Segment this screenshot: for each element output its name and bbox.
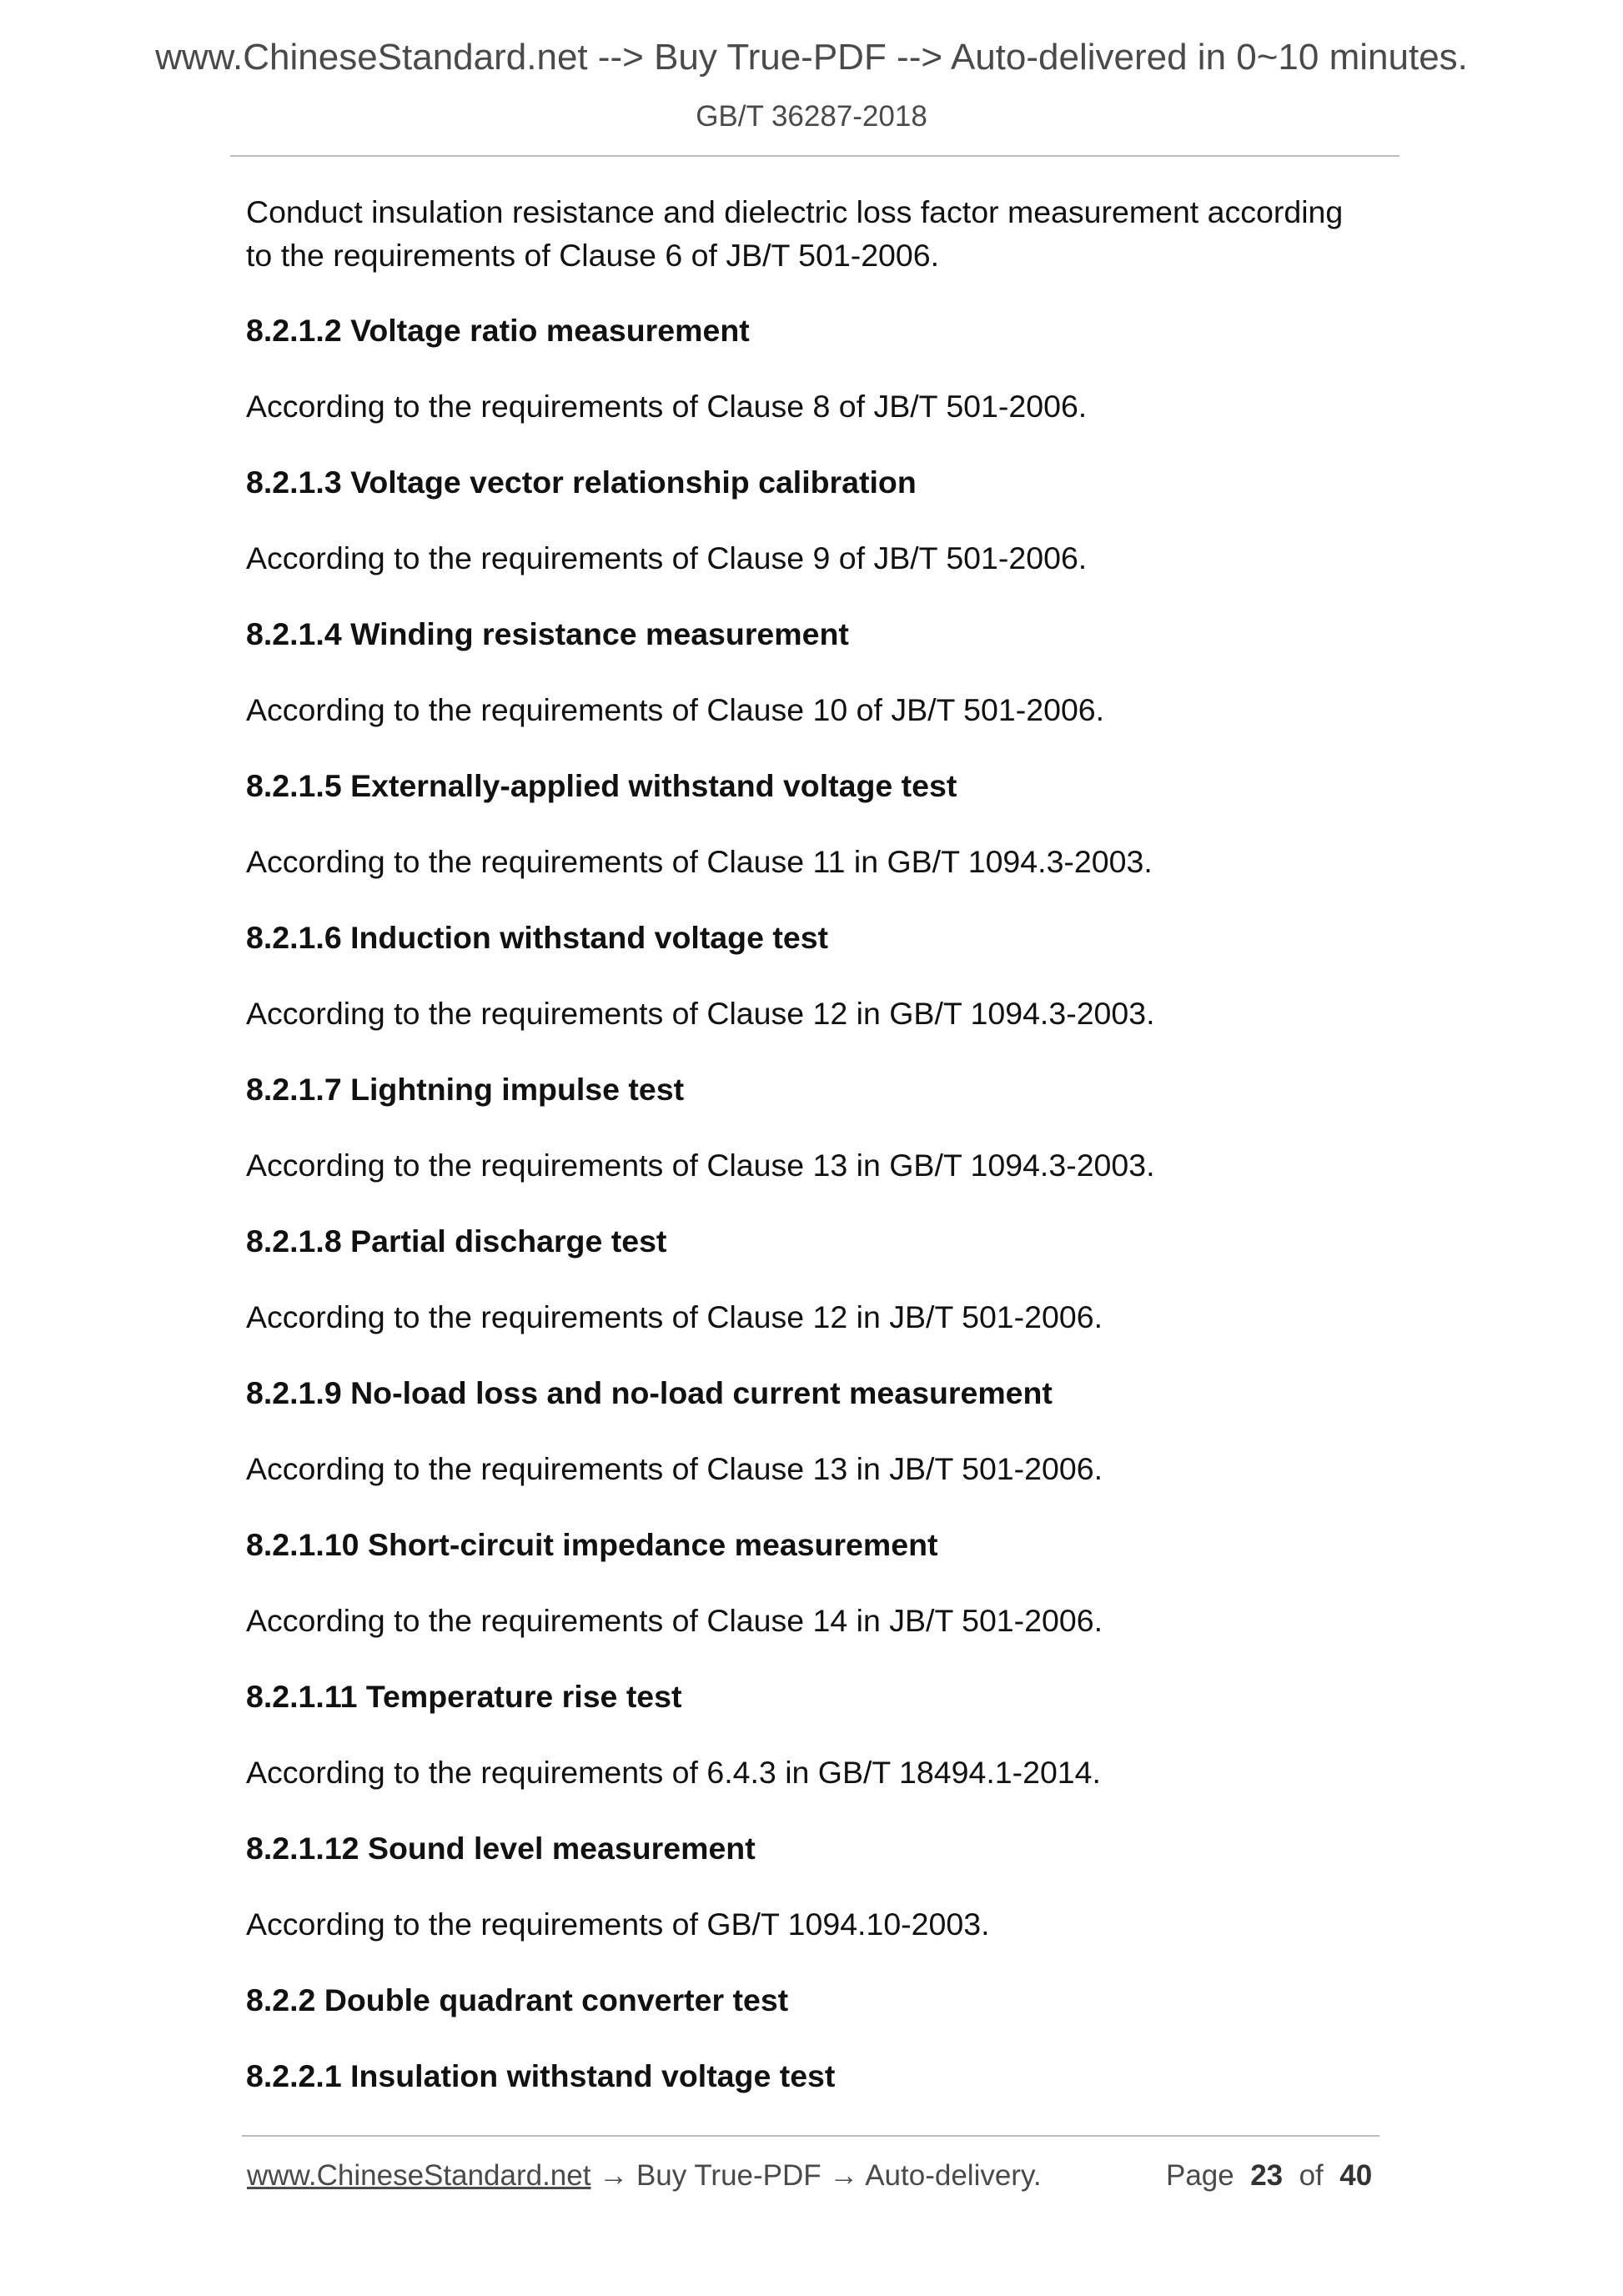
section-body-8-2-1-7: According to the requirements of Clause 13 in GB/T 1094.3-2003. <box>246 1148 1155 1183</box>
intro-paragraph-line-1: Conduct insulation resistance and dielectric loss factor measurement according <box>246 194 1344 229</box>
section-heading-8-2-1-9: 8.2.1.9 No-load loss and no-load current measurement <box>246 1375 1053 1410</box>
section-heading-8-2-1-11: 8.2.1.11 Temperature rise test <box>246 1679 682 1714</box>
section-body-8-2-1-12: According to the requirements of GB/T 1094.10-2003. <box>246 1907 990 1942</box>
section-heading-8-2-1-12: 8.2.1.12 Sound level measurement <box>246 1831 756 1866</box>
of-label: of <box>1299 2159 1324 2192</box>
section-heading-8-2-1-3: 8.2.1.3 Voltage vector relationship calibration <box>246 465 917 500</box>
section-body-8-2-1-2: According to the requirements of Clause 8 of JB/T 501-2006. <box>246 389 1088 424</box>
header-divider <box>230 155 1399 157</box>
section-body-8-2-1-3: According to the requirements of Clause 9 of JB/T 501-2006. <box>246 540 1088 575</box>
section-heading-8-2-1-2: 8.2.1.2 Voltage ratio measurement <box>246 313 750 348</box>
section-body-8-2-1-8: According to the requirements of Clause 12 in JB/T 501-2006. <box>246 1299 1103 1334</box>
section-heading-8-2-2: 8.2.2 Double quadrant converter test <box>246 1982 789 2017</box>
arrow-right-icon: → <box>829 2159 859 2192</box>
footer-promo <box>247 2155 1042 2197</box>
arrow-right-icon: → <box>599 2159 629 2192</box>
section-body-8-2-1-6: According to the requirements of Clause 12 in GB/T 1094.3-2003. <box>246 996 1155 1031</box>
page-indicator <box>1166 2155 1372 2197</box>
section-heading-8-2-1-5: 8.2.1.5 Externally-applied withstand voltage test <box>246 768 957 803</box>
footer-delivery-text: Auto-delivery. <box>865 2159 1042 2192</box>
intro-paragraph-line-2: to the requirements of Clause 6 of JB/T 501-2006. <box>246 238 940 273</box>
section-body-8-2-1-4: According to the requirements of Clause 10 of JB/T 501-2006. <box>246 692 1105 727</box>
section-heading-8-2-1-4: 8.2.1.4 Winding resistance measurement <box>246 616 849 651</box>
section-heading-8-2-1-7: 8.2.1.7 Lightning impulse test <box>246 1072 685 1107</box>
section-body-8-2-1-5: According to the requirements of Clause 11 in GB/T 1094.3-2003. <box>246 844 1153 879</box>
top-banner: www.ChineseStandard.net --> Buy True-PDF --> Auto-delivered in 0~10 minutes. <box>155 37 1468 78</box>
footer-divider <box>242 2135 1379 2137</box>
footer-site-link[interactable]: www.ChineseStandard.net <box>247 2159 591 2192</box>
section-heading-8-2-1-6: 8.2.1.6 Induction withstand voltage test <box>246 920 829 955</box>
section-body-8-2-1-10: According to the requirements of Clause 14 in JB/T 501-2006. <box>246 1603 1103 1638</box>
section-heading-8-2-2-1: 8.2.2.1 Insulation withstand voltage test <box>246 2058 836 2093</box>
section-body-8-2-1-11: According to the requirements of 6.4.3 in GB/T 18494.1-2014. <box>246 1755 1101 1790</box>
section-heading-8-2-1-10: 8.2.1.10 Short-circuit impedance measurement <box>246 1527 938 1562</box>
total-pages-number: 40 <box>1339 2159 1373 2192</box>
page-label: Page <box>1166 2159 1234 2192</box>
section-heading-8-2-1-8: 8.2.1.8 Partial discharge test <box>246 1223 667 1259</box>
section-body-8-2-1-9: According to the requirements of Clause 13 in JB/T 501-2006. <box>246 1451 1103 1486</box>
current-page-number: 23 <box>1250 2159 1284 2192</box>
document-code: GB/T 36287-2018 <box>696 100 927 133</box>
footer-buy-text: Buy True-PDF <box>636 2159 822 2192</box>
